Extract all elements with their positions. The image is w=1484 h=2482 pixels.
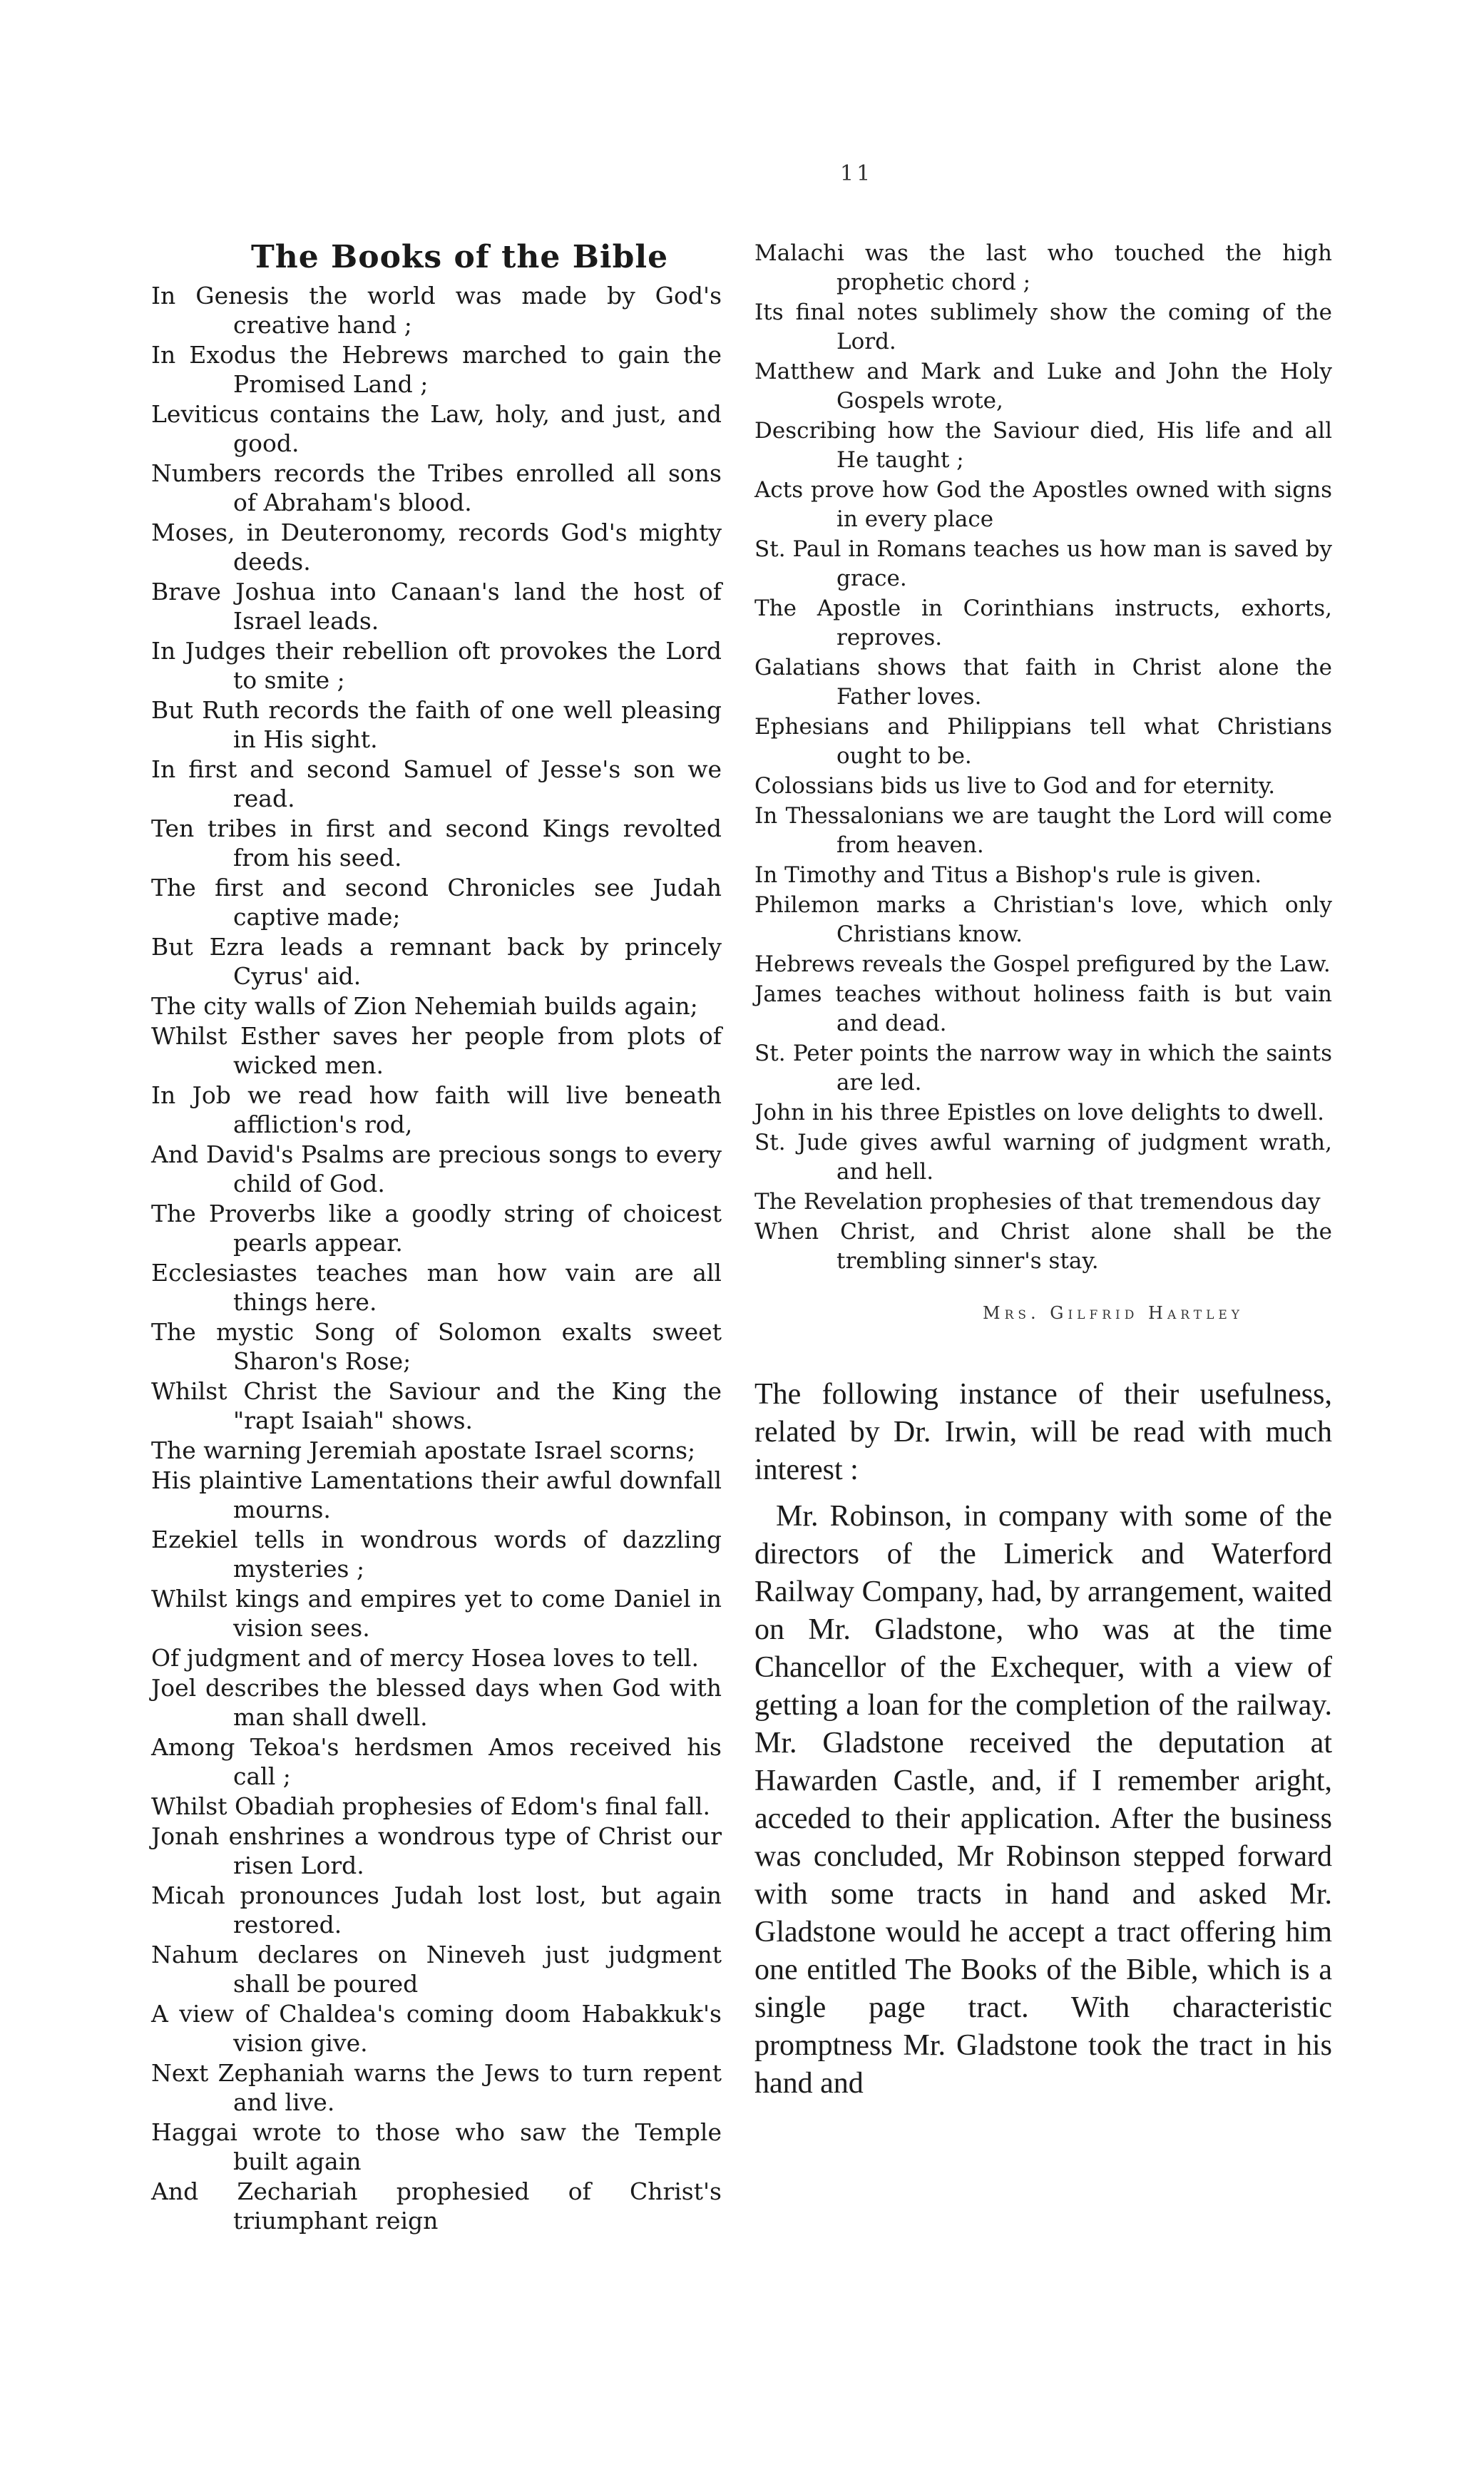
verse-line: Colossians bids us live to God and for eternity. xyxy=(754,773,1276,799)
verse-line: Brave Joshua into Canaan's land the host of Israel leads. xyxy=(151,578,722,635)
verse-line: Of judgment and of mercy Hosea loves to tell. xyxy=(151,1644,699,1672)
verse-line: In Thessalonians we are taught the Lord will come from heaven. xyxy=(754,803,1332,858)
verse-line: In Job we read how faith will live beneath affliction's rod, xyxy=(151,1081,722,1138)
verse-line: Hebrews reveals the Gospel prefigured by the Law. xyxy=(754,951,1331,977)
verse-line: Moses, in Deuteronomy, records God's mighty deeds. xyxy=(151,519,722,576)
verse-line: Philemon marks a Christian's love, which only Christians know. xyxy=(754,892,1332,947)
verse-line: But Ezra leads a remnant back by princely Cyrus' aid. xyxy=(151,933,722,990)
verse-line: But Ruth records the faith of one well pleasing in His sight. xyxy=(151,696,722,753)
verse-line: St. Jude gives awful warning of judgment wrath, and hell. xyxy=(754,1130,1332,1185)
verse-line: Whilst Esther saves her people from plots of wicked men. xyxy=(151,1022,722,1079)
verse-line: Acts prove how God the Apostles owned with signs in every place xyxy=(754,477,1332,532)
verse-line: Describing how the Saviour died, His life and all He taught ; xyxy=(754,418,1332,473)
poem-title: The Books of the Bible xyxy=(251,239,669,275)
verse-line: The first and second Chronicles see Judah captive made; xyxy=(151,874,722,931)
verse-line: Its final notes sublimely show the coming of the Lord. xyxy=(754,300,1332,354)
verse-line: Joel describes the blessed days when God with man shall dwell. xyxy=(151,1674,722,1731)
verse-line: Matthew and Mark and Luke and John the Holy Gospels wrote, xyxy=(754,359,1332,414)
page-number: 11 xyxy=(840,161,874,186)
verse-line: Whilst Obadiah prophesies of Edom's final fall. xyxy=(151,1792,710,1820)
verse-line: Galatians shows that faith in Christ alone the Father loves. xyxy=(754,655,1332,710)
verse-line: Ephesians and Philippians tell what Christians ought to be. xyxy=(754,714,1332,769)
verse-line: His plaintive Lamentations their awful downfall mourns. xyxy=(151,1466,722,1523)
verse-line: Ten tribes in first and second Kings revolted from his seed. xyxy=(151,814,722,872)
verse-line: Next Zephaniah warns the Jews to turn repent and live. xyxy=(151,2059,722,2116)
verse-line: Nahum declares on Nineveh just judgment shall be poured xyxy=(151,1941,722,1998)
verse-line: Haggai wrote to those who saw the Temple built again xyxy=(151,2118,722,2175)
verse-line: In Exodus the Hebrews marched to gain the Promised Land ; xyxy=(151,341,722,398)
verse-line: In Timothy and Titus a Bishop's rule is given. xyxy=(754,862,1262,888)
verse-line: Micah pronounces Judah lost lost, but again restored. xyxy=(151,1881,722,1939)
verse-line: St. Peter points the narrow way in which the saints are led. xyxy=(754,1041,1332,1096)
verse-line: John in his three Epistles on love delights to dwell. xyxy=(754,1100,1325,1125)
poem-left-verses xyxy=(151,281,722,2235)
prose-intro: The following instance of their usefulness, related by Dr. Irwin, will be read with much interest : xyxy=(754,1378,1332,1486)
verse-line: In Genesis the world was made by God's creative hand ; xyxy=(151,282,722,339)
verse-line: James teaches without holiness faith is but vain and dead. xyxy=(754,981,1332,1036)
verse-line: A view of Chaldea's coming doom Habakkuk's vision give. xyxy=(151,2000,722,2057)
verse-line: Malachi was the last who touched the high prophetic chord ; xyxy=(754,240,1332,295)
verse-line: Ezekiel tells in wondrous words of dazzling mysteries ; xyxy=(151,1526,722,1583)
verse-line: Whilst Christ the Saviour and the King the "rapt Isaiah" shows. xyxy=(151,1377,722,1434)
verse-line: St. Paul in Romans teaches us how man is saved by grace. xyxy=(754,536,1332,591)
verse-line: The city walls of Zion Nehemiah builds again; xyxy=(151,992,698,1020)
verse-line: And David's Psalms are precious songs to every child of God. xyxy=(151,1140,722,1197)
verse-line: When Christ, and Christ alone shall be the trembling sinner's stay. xyxy=(754,1219,1332,1274)
poem-signature: Mrs. Gilfrid Hartley xyxy=(983,1303,1244,1323)
verse-line: Among Tekoa's herdsmen Amos received his call ; xyxy=(151,1733,722,1790)
left-column xyxy=(151,239,722,2236)
verse-line: The Apostle in Corinthians instructs, exhorts, reproves. xyxy=(754,596,1332,650)
prose-body: Mr. Robinson, in company with some of the directors of the Limerick and Waterford Railway Company, had, by arrangement, waited on Mr. Gladstone, who was at the time Chancellor of the Exchequer, with a view of getting a loan for the completion of the railway. Mr. Gladstone received the deputation at Hawarden Castle, and, if I remember aright, acceded to their application. After the business was concluded, Mr Robinson stepped forward with some tracts in hand and asked Mr. Gladstone would he accept a tract offering him one entitled The Books of the Bible, which is a single page tract. With characteristic promptness Mr. Gladstone took the tract in his hand and xyxy=(754,1500,1332,2100)
verse-line: The Revelation prophesies of that tremendous day xyxy=(754,1189,1321,1215)
poem-right-verses xyxy=(754,239,1332,1276)
verse-line: Numbers records the Tribes enrolled all sons of Abraham's blood. xyxy=(151,459,722,516)
verse-line: Ecclesiastes teaches man how vain are all things here. xyxy=(151,1259,722,1316)
verse-line: Jonah enshrines a wondrous type of Christ our risen Lord. xyxy=(151,1822,722,1879)
verse-line: And Zechariah prophesied of Christ's triumphant reign xyxy=(151,2177,722,2235)
verse-line: The Proverbs like a goodly string of choicest pearls appear. xyxy=(151,1200,722,1257)
verse-line: In first and second Samuel of Jesse's son we read. xyxy=(151,755,722,812)
verse-line: In Judges their rebellion oft provokes the Lord to smite ; xyxy=(151,637,722,694)
verse-line: Whilst kings and empires yet to come Daniel in vision sees. xyxy=(151,1585,722,1642)
right-column xyxy=(754,239,1332,2103)
verse-line: The warning Jeremiah apostate Israel scorns; xyxy=(151,1436,696,1464)
verse-line: Leviticus contains the Law, holy, and just, and good. xyxy=(151,400,722,457)
verse-line: The mystic Song of Solomon exalts sweet Sharon's Rose; xyxy=(151,1318,722,1375)
